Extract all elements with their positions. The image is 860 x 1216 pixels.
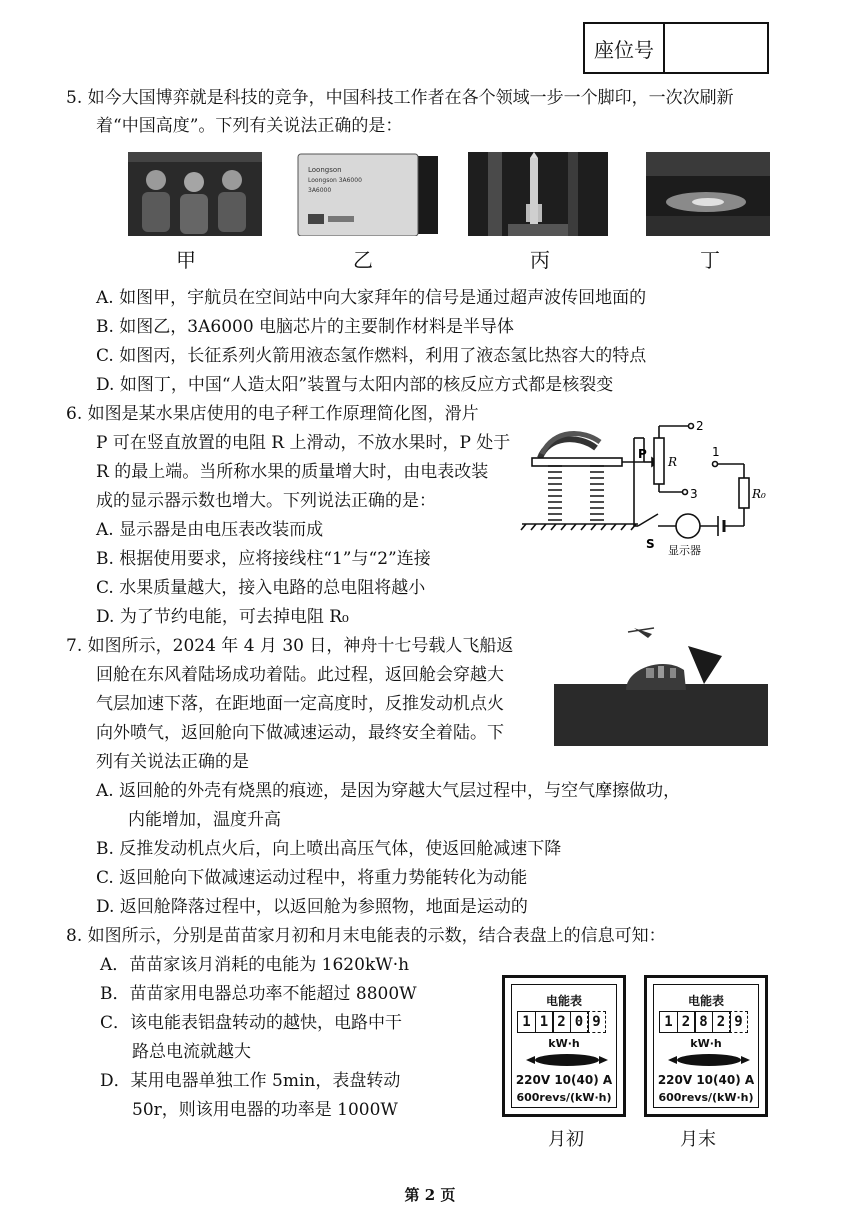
seat-number-value — [665, 24, 767, 72]
q6-option-d: D. 为了节约电能，可去掉电阻 R₀ — [96, 607, 349, 627]
meter-end-digit: 2 — [677, 1011, 696, 1033]
seat-number-box — [583, 22, 769, 74]
meter-end-rating: 220V 10(40) A — [657, 1073, 755, 1087]
energy-meter-end — [644, 975, 768, 1117]
q8-option-c-cont: 路总电流就越大 — [132, 1042, 251, 1062]
meter-start-disc-icon — [526, 1053, 608, 1067]
q7-stem-line-3: 气层加速下落，在距地面一定高度时，反推发动机点火 — [96, 694, 504, 714]
terminal-3-label: 3 — [690, 487, 698, 501]
meter-end-digit: 1 — [659, 1011, 678, 1033]
q6-option-a: A. 显示器是由电压表改装而成 — [96, 520, 324, 540]
meter-start-digits — [517, 1011, 605, 1033]
resistor-r0-label: R₀ — [752, 487, 766, 501]
meter-end-title: 电能表 — [687, 994, 724, 1008]
meter-start-digit-decimal: 9 — [587, 1011, 606, 1033]
meter-start-digit: 0 — [570, 1011, 589, 1033]
meter-end-caption: 月末 — [680, 1129, 716, 1150]
q6-stem-line-4: 成的显示器示数也增大。下列说法正确的是： — [96, 491, 436, 511]
meter-end-digit: 2 — [712, 1011, 731, 1033]
caption-jia: 甲 — [176, 248, 196, 272]
photo-chip — [294, 152, 442, 236]
meter-end-digit: 8 — [694, 1011, 713, 1033]
q8-option-c: C．该电能表铝盘转动的越快，电路中干 — [100, 1013, 403, 1033]
q5-option-b: B. 如图乙，3A6000 电脑芯片的主要制作材料是半导体 — [96, 317, 515, 337]
q5-option-a: A. 如图甲，宇航员在空间站中向大家拜年的信号是通过超声波传回地面的 — [96, 288, 647, 308]
q7-stem-line-1: 7. 如图所示，2024 年 4 月 30 日，神舟十七号载人飞船返 — [66, 636, 514, 656]
display-label: 显示器 — [668, 544, 701, 557]
photo-return-capsule — [554, 620, 768, 746]
meter-start-digit: 2 — [552, 1011, 571, 1033]
meter-start-unit: kW·h — [548, 1037, 580, 1050]
q7-stem-line-2: 回舱在东风着陆场成功着陆。此过程，返回舱会穿越大 — [96, 665, 504, 685]
meter-start-rating: 220V 10(40) A — [515, 1073, 613, 1087]
q7-stem-line-5: 列有关说法正确的是 — [96, 752, 249, 772]
q5-option-d: D. 如图丁，中国“人造太阳”装置与太阳内部的核反应方式都是核裂变 — [96, 375, 614, 395]
q8-option-d: D．某用电器单独工作 5min，表盘转动 — [100, 1071, 401, 1091]
photo-rocket — [468, 152, 608, 236]
seat-number-label: 座位号 — [585, 24, 665, 72]
q7-option-d: D. 返回舱降落过程中，以返回舱为参照物，地面是运动的 — [96, 897, 528, 917]
q5-stem-line-1: 5. 如今大国博弈就是科技的竞争，中国科技工作者在各个领域一步一个脚印，一次次刷新 — [66, 88, 734, 108]
meter-end-disc-icon — [668, 1053, 750, 1067]
meter-start-revs: 600revs/(kW·h) — [516, 1091, 612, 1104]
q6-stem-line-3: R 的最上端。当所称水果的质量增大时，由电表改装 — [96, 462, 489, 482]
meter-end-unit: kW·h — [690, 1037, 722, 1050]
terminal-2-label: 2 — [696, 419, 704, 433]
meter-start-title: 电能表 — [545, 994, 582, 1008]
slider-p-label: P — [638, 447, 647, 461]
chip-text-3: 3A6000 — [308, 187, 332, 194]
meter-end-digit-decimal: 9 — [729, 1011, 748, 1033]
caption-yi: 乙 — [353, 248, 373, 272]
q8-option-a: A．苗苗家该月消耗的电能为 1620kW·h — [100, 955, 410, 975]
photo-astronauts — [128, 152, 262, 236]
q7-option-a-cont: 内能增加，温度升高 — [128, 810, 281, 830]
q7-option-c: C. 返回舱向下做减速运动过程中，将重力势能转化为动能 — [96, 868, 528, 888]
scale-circuit-diagram — [518, 408, 774, 558]
caption-bing: 丙 — [530, 248, 550, 272]
q6-option-b: B. 根据使用要求，应将接线柱“1”与“2”连接 — [96, 549, 431, 569]
q6-option-c: C. 水果质量越大，接入电路的总电阻将越小 — [96, 578, 426, 598]
meter-end-revs: 600revs/(kW·h) — [658, 1091, 754, 1104]
meter-start-caption: 月初 — [548, 1129, 584, 1150]
q8-option-d-cont: 50r，则该用电器的功率是 1000W — [132, 1100, 398, 1120]
chip-text-1: Loongson — [308, 166, 342, 174]
caption-ding: 丁 — [700, 248, 720, 272]
terminal-1-label: 1 — [712, 445, 720, 459]
photo-artificial-sun — [646, 152, 770, 236]
q7-option-b: B. 反推发动机点火后，向上喷出高压气体，使返回舱减速下降 — [96, 839, 562, 859]
q6-stem-line-1: 6. 如图是某水果店使用的电子秤工作原理简化图，滑片 — [66, 404, 479, 424]
page-number: 第 2 页 — [404, 1186, 456, 1204]
q6-stem-line-2: P 可在竖直放置的电阻 R 上滑动，不放水果时，P 处于 — [96, 433, 511, 453]
meter-start-digit: 1 — [535, 1011, 554, 1033]
q8-stem: 8. 如图所示，分别是苗苗家月初和月末电能表的示数，结合表盘上的信息可知： — [66, 926, 666, 946]
energy-meter-start — [502, 975, 626, 1117]
q7-stem-line-4: 向外喷气，返回舱向下做减速运动，最终安全着陆。下 — [96, 723, 504, 743]
q5-stem-line-2: 着“中国高度”。下列有关说法正确的是： — [96, 116, 403, 136]
meter-start-digit: 1 — [517, 1011, 536, 1033]
chip-text-2: Loongson 3A6000 — [308, 177, 362, 184]
meter-end-digits — [659, 1011, 747, 1033]
q7-option-a: A. 返回舱的外壳有烧黑的痕迹，是因为穿越大气层过程中，与空气摩擦做功， — [96, 781, 681, 801]
q8-option-b: B．苗苗家用电器总功率不能超过 8800W — [100, 984, 417, 1004]
q5-option-c: C. 如图丙，长征系列火箭用液态氢作燃料，利用了液态氢比热容大的特点 — [96, 346, 647, 366]
switch-s-label: S — [646, 537, 655, 551]
resistor-r-label: R — [668, 455, 678, 469]
